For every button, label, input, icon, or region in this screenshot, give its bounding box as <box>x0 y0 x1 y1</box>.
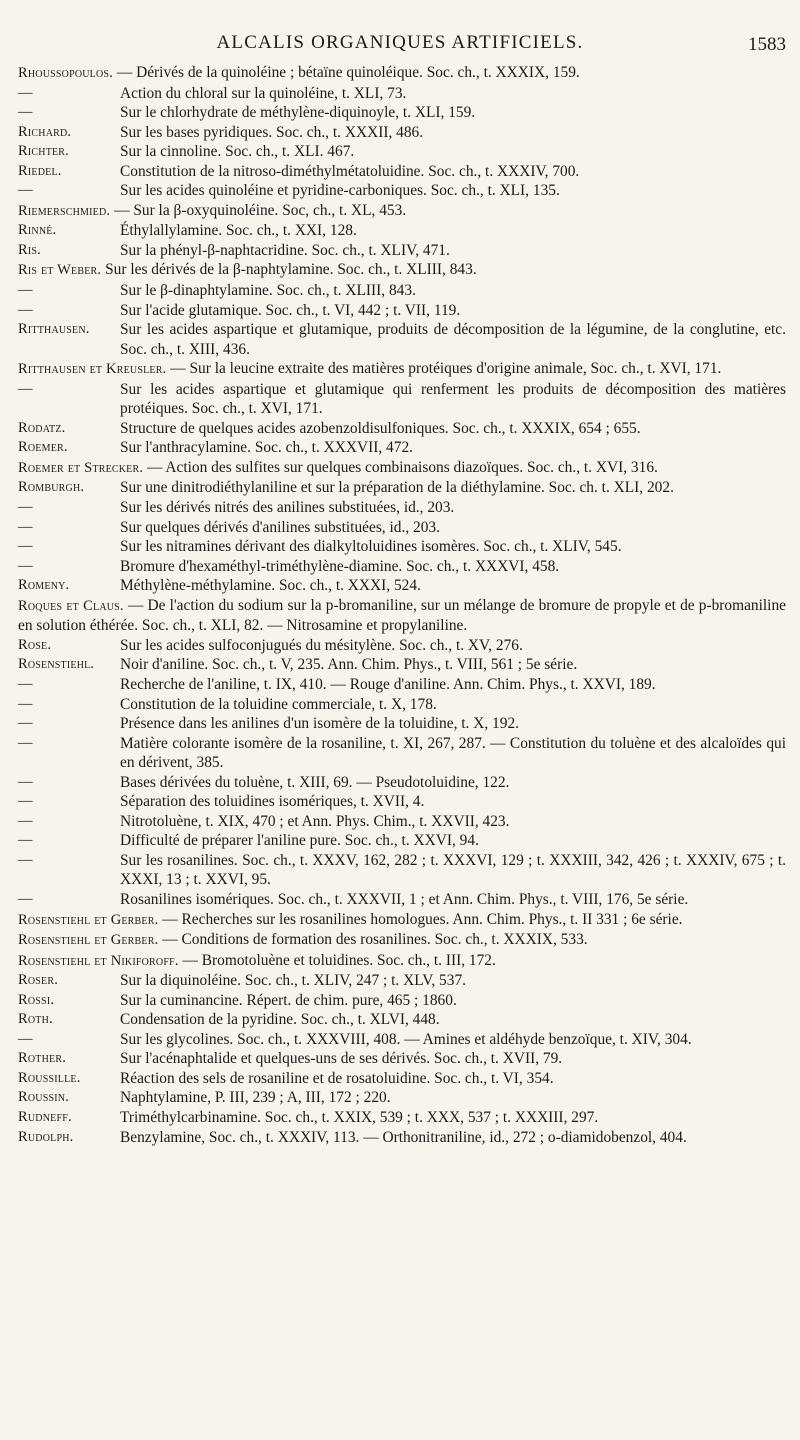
bibliography-entry <box>18 537 786 557</box>
bibliography-entry <box>18 359 786 380</box>
author-label: — <box>18 715 33 732</box>
author-label: — <box>18 675 33 692</box>
entry-text: Sur les nitramines dérivant des dialkyltoluidines isomères. Soc. ch., t. XLIV, 545. <box>120 538 622 556</box>
bibliography-entry <box>18 103 786 123</box>
entry-text: Recherche de l'aniline, t. IX, 410. — Rouge d'aniline. Ann. Chim. Phys., t. XXVI, 189. <box>120 675 656 693</box>
author-label: — <box>18 734 33 751</box>
bibliography-entry <box>18 162 786 182</box>
author-label: Rossi. <box>18 991 55 1008</box>
author-label: Ris et Weber. <box>18 262 102 279</box>
author-label: — <box>18 890 33 907</box>
entry-text: Bases dérivées du toluène, t. XIII, 69. — Pseudotoluidine, 122. <box>120 773 510 791</box>
entry-text: Triméthylcarbinamine. Soc. ch., t. XXIX, 539 ; t. XXX, 537 ; t. XXXIII, 297. <box>120 1108 599 1126</box>
author-label: Roth. <box>18 1011 53 1028</box>
bibliography-entry <box>18 281 786 301</box>
author-label: Roser. <box>18 972 59 989</box>
entry-text: Sur quelques dérivés d'anilines substituées, id., 203. <box>120 518 440 536</box>
author-label: — <box>18 557 33 574</box>
entry-text: Bromure d'hexaméthyl-triméthylène-diamine. Soc. ch., t. XXXVI, 458. <box>120 557 560 575</box>
bibliography-entry <box>18 518 786 538</box>
author-label: Rose. <box>18 636 52 653</box>
bibliography-entry <box>18 655 786 675</box>
entry-text: Sur une dinitrodiéthylaniline et sur la préparation de la diéthylamine. Soc. ch. t. XLI, 202. <box>120 479 674 497</box>
entry-text: Constitution de la nitroso-diméthylmétatoluidine. Soc. ch., t. XXXIV, 700. <box>120 162 580 180</box>
entry-text: Éthylallylamine. Soc. ch., t. XXI, 128. <box>120 222 357 240</box>
entry-text: Réaction des sels de rosaniline et de rosatoluidine. Soc. ch., t. VI, 354. <box>120 1069 554 1087</box>
entry-text: Rosanilines isomériques. Soc. ch., t. XXXVII, 1 ; et Ann. Chim. Phys., t. VIII, 176, 5e série. <box>120 890 689 908</box>
bibliography-entry <box>18 241 786 261</box>
bibliography-entry <box>18 695 786 715</box>
author-label: — <box>18 301 33 318</box>
entry-text: Sur les bases pyridiques. Soc. ch., t. XXXII, 486. <box>120 123 424 141</box>
entry-text: Sur les acides sulfoconjugués du mésitylène. Soc. ch., t. XV, 276. <box>120 636 523 654</box>
bibliography-entry <box>18 63 786 84</box>
author-label: — <box>18 380 33 397</box>
author-label: Rinné. <box>18 222 57 239</box>
author-label: — <box>18 773 33 790</box>
author-label: Rosenstiehl et Gerber. <box>18 932 159 949</box>
bibliography-entry <box>18 1088 786 1108</box>
author-label: Rudneff. <box>18 1108 72 1125</box>
bibliography-entry <box>18 201 786 222</box>
bibliography-entry <box>18 773 786 793</box>
author-label: Romburgh. <box>18 479 85 496</box>
author-label: Riemerschmied. <box>18 202 111 219</box>
bibliography-list <box>18 63 786 1147</box>
entry-text: Sur les acides aspartique et glutamique qui renferment les produits de décomposition des matières protéiques. Soc. ch., t. XVI, 171. <box>120 380 786 418</box>
entry-text: Constitution de la toluidine commerciale, t. X, 178. <box>120 695 437 713</box>
author-label: Roques et Claus. <box>18 597 124 614</box>
entry-text: Benzylamine, Soc. ch., t. XXXIV, 113. — Orthonitraniline, id., 272 ; o-diamidobenzol, 404. <box>120 1128 687 1146</box>
author-label: Rodatz. <box>18 419 66 436</box>
entry-text: Sur l'anthracylamine. Soc. ch., t. XXXVII, 472. <box>120 439 413 457</box>
bibliography-entry <box>18 636 786 656</box>
bibliography-entry <box>18 221 786 241</box>
author-label: — <box>18 182 33 199</box>
bibliography-entry <box>18 84 786 104</box>
author-label: Rosenstiehl. <box>18 656 95 673</box>
bibliography-entry <box>18 1030 786 1050</box>
bibliography-entry <box>18 320 786 359</box>
bibliography-entry <box>18 478 786 498</box>
entry-text: — Sur la β-oxyquinoléine. Soc, ch., t. XL, 453. <box>114 201 407 219</box>
entry-text: Sur la diquinoléine. Soc. ch., t. XLIV, 247 ; t. XLV, 537. <box>120 972 466 990</box>
author-label: Ris. <box>18 241 41 258</box>
entry-text: Sur les glycolines. Soc. ch., t. XXXVIII, 408. — Amines et aldéhyde benzoïque, t. XIV, 304. <box>120 1030 692 1048</box>
bibliography-entry <box>18 971 786 991</box>
entry-text: Difficulté de préparer l'aniline pure. Soc. ch., t. XXVI, 94. <box>120 832 479 850</box>
entry-text: Noir d'aniline. Soc. ch., t. V, 235. Ann. Chim. Phys., t. VIII, 561 ; 5e série. <box>120 656 578 674</box>
entry-text: Naphtylamine, P. III, 239 ; A, III, 172 ; 220. <box>120 1089 391 1107</box>
bibliography-entry <box>18 380 786 419</box>
author-label: — <box>18 499 33 516</box>
author-label: — <box>18 1030 33 1047</box>
author-label: Romeny. <box>18 577 70 594</box>
entry-text: Sur l'acide glutamique. Soc. ch., t. VI, 442 ; t. VII, 119. <box>120 301 461 319</box>
bibliography-entry <box>18 557 786 577</box>
author-label: Riedel. <box>18 162 62 179</box>
entry-text: Structure de quelques acides azobenzoldisulfoniques. Soc. ch., t. XXXIX, 654 ; 655. <box>120 419 641 437</box>
entry-text: Sur les dérivés nitrés des anilines substituées, id., 203. <box>120 499 455 517</box>
entry-text: Sur les acides quinoléine et pyridine-carboniques. Soc. ch., t. XLI, 135. <box>120 182 560 200</box>
entry-text: — Conditions de formation des rosanilines. Soc. ch., t. XXXIX, 533. <box>162 931 588 949</box>
bibliography-entry <box>18 142 786 162</box>
entry-text: — Sur la leucine extraite des matières protéiques d'origine animale, Soc. ch., t. XVI, 171. <box>170 360 722 378</box>
bibliography-entry <box>18 951 786 972</box>
bibliography-entry <box>18 438 786 458</box>
entry-text: Nitrotoluène, t. XIX, 470 ; et Ann. Phys. Chim., t. XXVII, 423. <box>120 812 510 830</box>
entry-text: Condensation de la pyridine. Soc. ch., t. XLVI, 448. <box>120 1011 440 1029</box>
author-label: — <box>18 104 33 121</box>
author-label: Roemer. <box>18 439 68 456</box>
author-label: Richard. <box>18 123 72 140</box>
page-number: 1583 <box>748 34 786 55</box>
page-title: ALCALIS ORGANIQUES ARTIFICIELS. <box>216 32 584 53</box>
bibliography-entry <box>18 1128 786 1148</box>
bibliography-entry <box>18 714 786 734</box>
bibliography-entry <box>18 260 786 281</box>
entry-text: — Action des sulfites sur quelques combinaisons diazoïques. Soc. ch., t. XVI, 316. <box>147 458 658 476</box>
bibliography-entry <box>18 419 786 439</box>
author-label: — <box>18 695 33 712</box>
author-label: Rosenstiehl et Gerber. <box>18 911 159 928</box>
bibliography-entry <box>18 181 786 201</box>
running-header <box>0 32 800 60</box>
entry-text: Sur les dérivés de la β-naphtylamine. Soc. ch., t. XLIII, 843. <box>105 261 477 279</box>
author-label: — <box>18 812 33 829</box>
entry-text: Présence dans les anilines d'un isomère de la toluidine, t. X, 192. <box>120 715 519 733</box>
author-label: Roussin. <box>18 1089 70 1106</box>
author-label: Roemer et Strecker. <box>18 459 144 476</box>
author-label: Rother. <box>18 1050 67 1067</box>
author-label: — <box>18 282 33 299</box>
bibliography-entry <box>18 831 786 851</box>
bibliography-entry <box>18 812 786 832</box>
entry-text: Méthylène-méthylamine. Soc. ch., t. XXXI, 524. <box>120 577 421 595</box>
entry-text: Sur les rosanilines. Soc. ch., t. XXXV, 162, 282 ; t. XXXVI, 129 ; t. XXXIII, 342, 426 ; t. XXXIV, 675 ; t. XXXI, 13 ; t. XXVI, 95. <box>120 851 786 889</box>
author-label: Roussille. <box>18 1069 81 1086</box>
bibliography-entry <box>18 991 786 1011</box>
author-label: — <box>18 851 33 868</box>
entry-text: Sur la cinnoline. Soc. ch., t. XLI. 467. <box>120 143 355 161</box>
bibliography-entry <box>18 498 786 518</box>
entry-text: Séparation des toluidines isomériques, t. XVII, 4. <box>120 793 425 811</box>
entry-text: Action du chloral sur la quinoléine, t. XLI, 73. <box>120 84 407 102</box>
author-label: — <box>18 793 33 810</box>
entry-text: — Bromotoluène et toluidines. Soc. ch., t. III, 172. <box>182 951 496 969</box>
entry-text: Sur la cuminancine. Répert. de chim. pure, 465 ; 1860. <box>120 991 457 1009</box>
author-label: Ritthausen. <box>18 321 90 338</box>
bibliography-entry <box>18 123 786 143</box>
author-label: Rhoussopoulos. <box>18 65 114 81</box>
entry-text: — Dérivés de la quinoléine ; bétaïne quinoléique. Soc. ch., t. XXXIX, 159. <box>116 64 580 81</box>
bibliography-entry <box>18 1049 786 1069</box>
author-label: Rosenstiehl et Nikiforoff. <box>18 952 179 969</box>
author-label: — <box>18 538 33 555</box>
entry-text: Matière colorante isomère de la rosaniline, t. XI, 267, 287. — Constitution du toluène et des alcaloïdes qui en dérivent, 385. <box>120 734 786 772</box>
bibliography-entry <box>18 1108 786 1128</box>
bibliography-entry <box>18 301 786 321</box>
entry-text: Sur le chlorhydrate de méthylène-diquinoyle, t. XLI, 159. <box>120 104 476 122</box>
author-label: Ritthausen et Kreusler. <box>18 361 167 378</box>
bibliography-entry <box>18 675 786 695</box>
bibliography-entry <box>18 1010 786 1030</box>
author-label: Rudolph. <box>18 1128 74 1145</box>
author-label: — <box>18 84 33 101</box>
bibliography-entry <box>18 890 786 910</box>
author-label: — <box>18 518 33 535</box>
author-label: Richter. <box>18 143 70 160</box>
bibliography-entry <box>18 734 786 773</box>
bibliography-entry <box>18 576 786 596</box>
bibliography-entry <box>18 596 786 636</box>
entry-text: — Recherches sur les rosanilines homologues. Ann. Chim. Phys., t. II 331 ; 6e série. <box>162 910 683 928</box>
bibliography-entry <box>18 930 786 951</box>
entry-text: — De l'action du sodium sur la p-bromaniline, sur un mélange de bromure de propyle et de p-bromaniline en solution éthérée. Soc. ch., t. XLI, 82. — Nitrosamine et propylaniline. <box>18 596 786 635</box>
entry-text: Sur la phényl-β-naphtacridine. Soc. ch., t. XLIV, 471. <box>120 241 450 259</box>
author-label: — <box>18 832 33 849</box>
bibliography-entry <box>18 851 786 890</box>
bibliography-entry <box>18 458 786 479</box>
entry-text: Sur le β-dinaphtylamine. Soc. ch., t. XLIII, 843. <box>120 282 416 300</box>
bibliography-entry <box>18 910 786 931</box>
entry-text: Sur les acides aspartique et glutamique, produits de décomposition de la légumine, de la conglutine, etc. Soc. ch., t. XIII, 436. <box>120 321 786 358</box>
bibliography-entry <box>18 1069 786 1089</box>
entry-text: Sur l'acénaphtalide et quelques-uns de ses dérivés. Soc. ch., t. XVII, 79. <box>120 1050 563 1068</box>
bibliography-entry <box>18 792 786 812</box>
